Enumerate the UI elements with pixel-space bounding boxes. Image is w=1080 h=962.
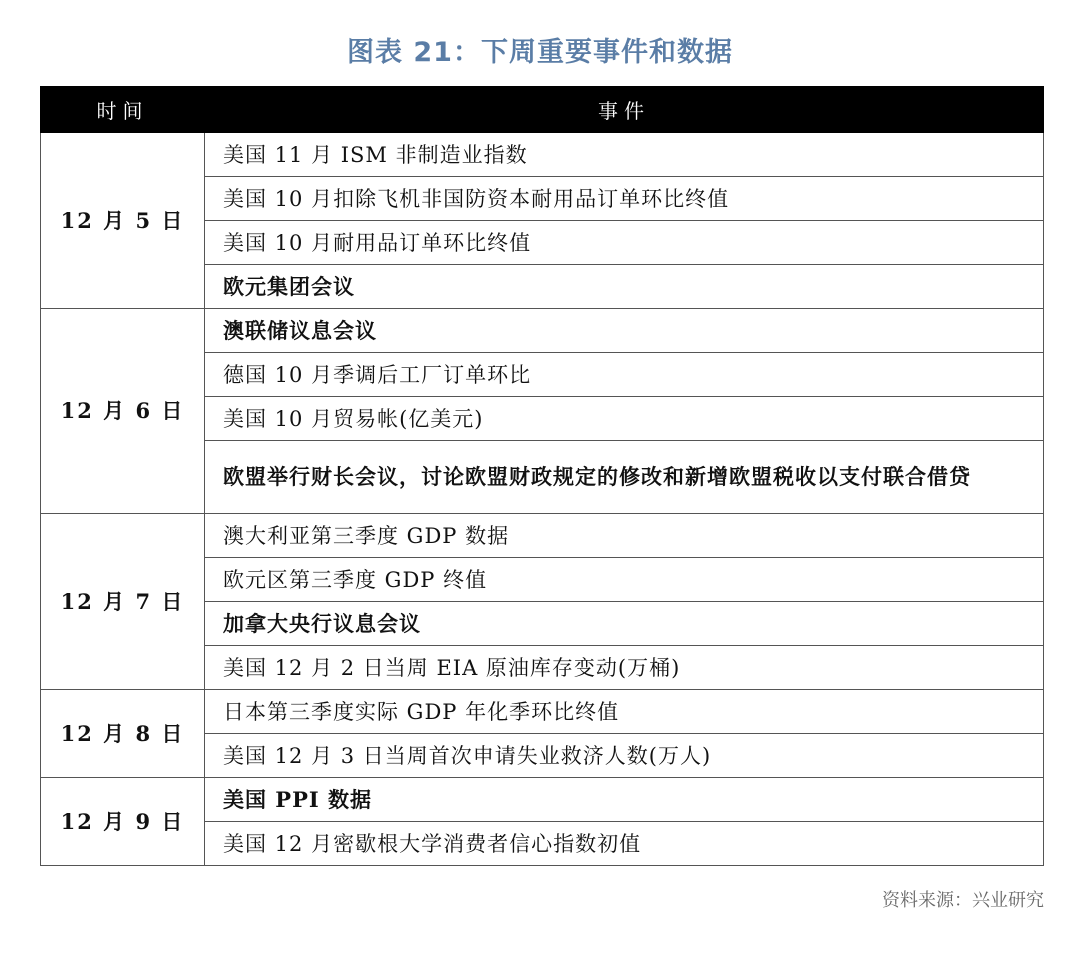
- date-cell: 12 月 9 日: [41, 778, 205, 866]
- header-event: 事件: [205, 87, 1044, 133]
- table-row: [41, 133, 1044, 177]
- date-cell: 12 月 8 日: [41, 690, 205, 778]
- event-cell: 澳大利亚第三季度 GDP 数据: [205, 514, 1044, 558]
- events-table: [40, 86, 1044, 866]
- date-cell: 12 月 6 日: [41, 309, 205, 514]
- event-cell: 美国 12 月 3 日当周首次申请失业救济人数(万人): [205, 734, 1044, 778]
- event-cell: 美国 12 月密歇根大学消费者信心指数初值: [205, 822, 1044, 866]
- event-cell: 加拿大央行议息会议: [205, 602, 1044, 646]
- event-cell: 欧盟举行财长会议，讨论欧盟财政规定的修改和新增欧盟税收以支付联合借贷: [205, 441, 1044, 514]
- header-time: 时间: [41, 87, 205, 133]
- event-cell: 美国 10 月耐用品订单环比终值: [205, 221, 1044, 265]
- event-cell: 美国 PPI 数据: [205, 778, 1044, 822]
- event-cell: 美国 10 月扣除飞机非国防资本耐用品订单环比终值: [205, 177, 1044, 221]
- date-cell: 12 月 7 日: [41, 514, 205, 690]
- table-row: [41, 514, 1044, 558]
- table-row: [41, 778, 1044, 822]
- event-cell: 日本第三季度实际 GDP 年化季环比终值: [205, 690, 1044, 734]
- table-row: [41, 690, 1044, 734]
- event-cell: 美国 11 月 ISM 非制造业指数: [205, 133, 1044, 177]
- chart-title: 图表 21：下周重要事件和数据: [347, 37, 733, 68]
- source-note: 资料来源：兴业研究: [882, 890, 1044, 911]
- event-cell: 美国 12 月 2 日当周 EIA 原油库存变动(万桶): [205, 646, 1044, 690]
- table-row: [41, 309, 1044, 353]
- event-cell: 德国 10 月季调后工厂订单环比: [205, 353, 1044, 397]
- event-cell: 美国 10 月贸易帐(亿美元): [205, 397, 1044, 441]
- date-cell: 12 月 5 日: [41, 133, 205, 309]
- table-header-row: [41, 87, 1044, 133]
- event-cell: 欧元集团会议: [205, 265, 1044, 309]
- event-cell: 澳联储议息会议: [205, 309, 1044, 353]
- event-cell: 欧元区第三季度 GDP 终值: [205, 558, 1044, 602]
